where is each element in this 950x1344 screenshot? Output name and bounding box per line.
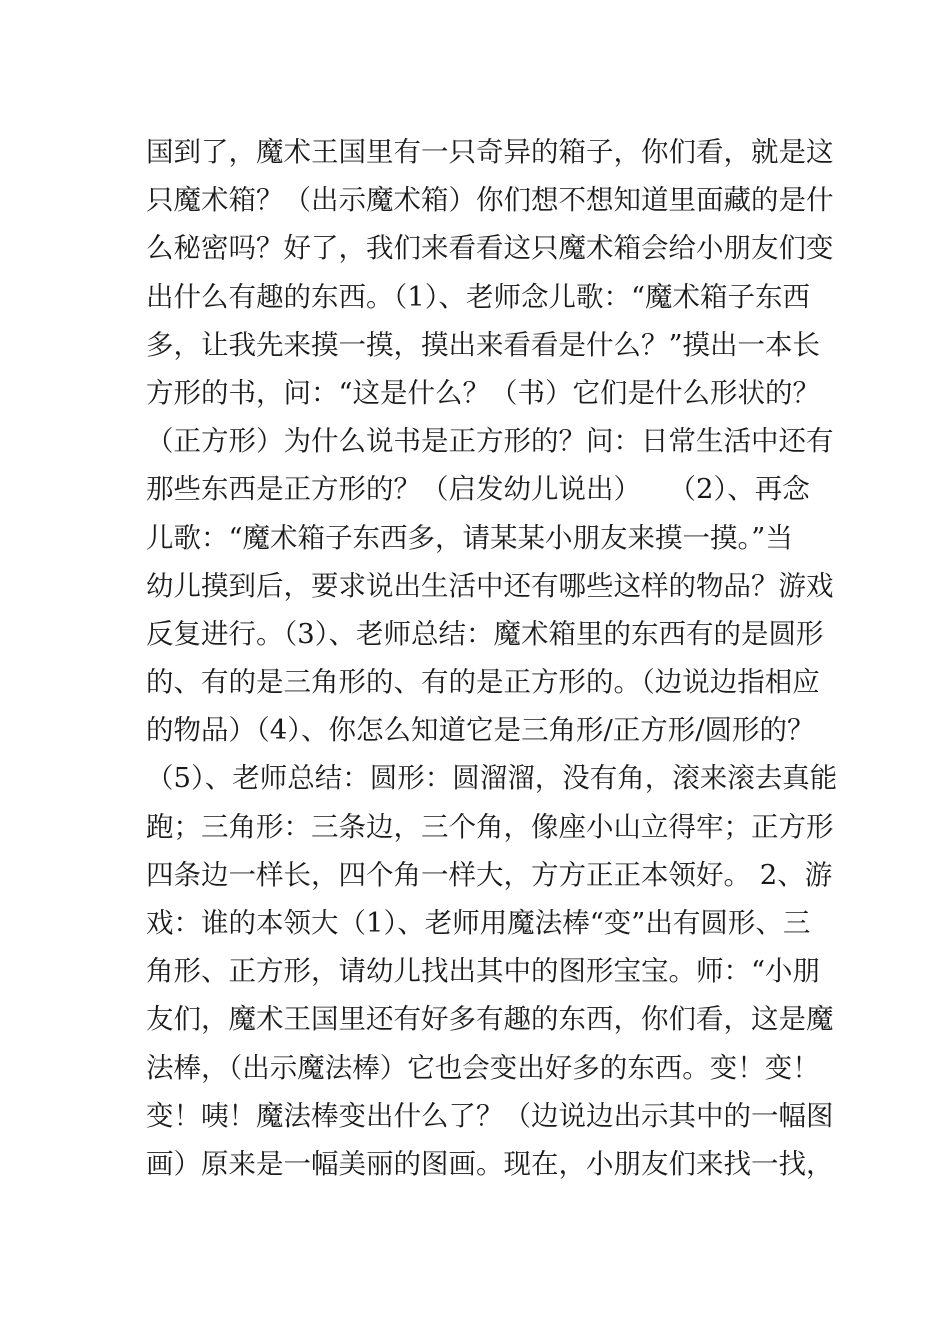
text-line-11: 反复进行。（3）、老师总结：魔术箱里的东西有的是圆形 [146,617,824,650]
text-line-16: 四条边一样长，四个角一样大，方方正正本领好。 2、游 [146,858,833,891]
text-line-21: 变！咦！魔法棒变出什么了？（边说边出示其中的一幅图 [146,1099,834,1132]
text-line-22: 画）原来是一幅美丽的图画。现在，小朋友们来找一找， [146,1147,834,1180]
text-line-1: 国到了，魔术王国里有一只奇异的箱子，你们看，就是这 [146,136,834,168]
text-line-10: 幼儿摸到后，要求说出生活中还有哪些这样的物品？游戏 [146,569,834,602]
text-line-9: 儿歌：“魔术箱子东西多，请某某小朋友来摸一摸。”当 [146,521,793,554]
text-line-12: 的、有的是三角形的、有的是正方形的。（边说边指相应 [146,666,820,699]
text-line-5: 多，让我先来摸一摸，摸出来看看是什么？”摸出一本长 [146,328,821,361]
text-line-2: 只魔术箱？（出示魔术箱）你们想不想知道里面藏的是什 [146,184,834,217]
text-line-14: （5）、老师总结：圆形：圆溜溜，没有角，滚来滚去真能 [146,762,838,795]
body-text [146,128,838,1188]
text-line-8: 那些东西是正方形的？（启发幼儿说出） （2）、再念 [146,473,810,506]
text-line-13: 的物品）（4）、你怎么知道它是三角形/正方形/圆形的？ [146,714,815,747]
text-line-17: 戏：谁的本领大（1）、老师用魔法棒“变”出有圆形、三 [146,907,811,939]
text-line-15: 跑；三角形：三条边，三个角，像座小山立得牢；正方形 [146,810,834,843]
text-line-18: 角形、正方形，请幼儿找出其中的图形宝宝。师：“小朋 [146,955,821,988]
text-line-3: 么秘密吗？好了，我们来看看这只魔术箱会给小朋友们变 [146,232,834,265]
text-line-6: 方形的书，问：“这是什么？（书）它们是什么形状的？ [146,376,821,409]
text-line-7: （正方形）为什么说书是正方形的？问：日常生活中还有 [146,425,834,458]
text-line-20: 法棒，（出示魔法棒）它也会变出好多的东西。变！变！ [146,1051,820,1084]
text-line-19: 友们，魔术王国里还有好多有趣的东西，你们看，这是魔 [146,1003,834,1036]
text-line-4: 出什么有趣的东西。（1）、老师念儿歌：“魔术箱子东西 [146,280,811,313]
